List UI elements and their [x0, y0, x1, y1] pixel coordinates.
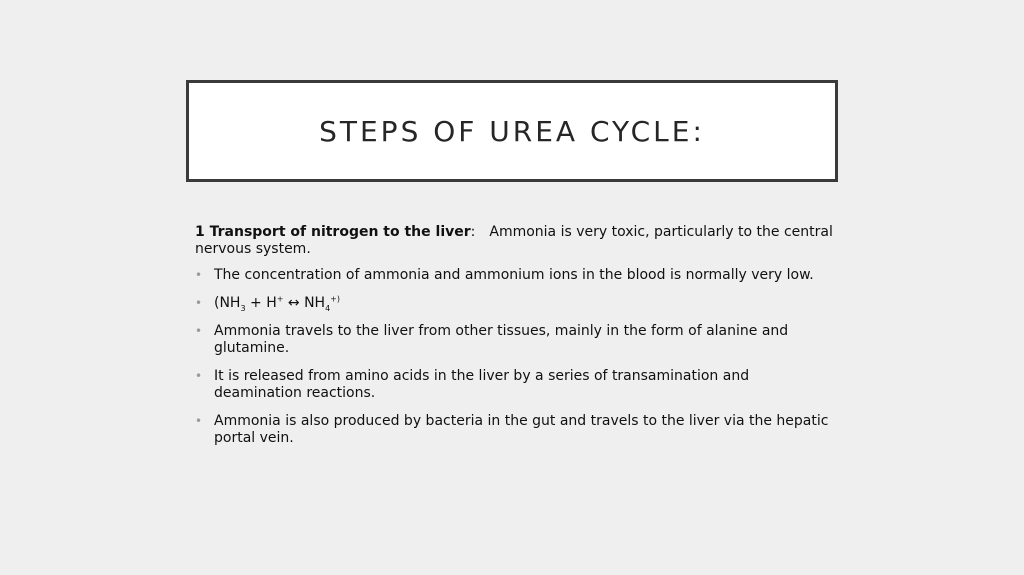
equation-subscript: 3: [240, 303, 246, 313]
bullet-text: Ammonia is also produced by bacteria in the gut and travels to the liver via the hepatic portal vein.: [214, 413, 829, 446]
equation-part: NH: [304, 295, 326, 311]
intro-text: Ammonia is very toxic, particularly to the central nervous system.: [195, 224, 833, 257]
list-item: [195, 267, 835, 284]
bullet-text: It is released from amino acids in the liver by a series of transamination and deamination reactions.: [214, 368, 750, 401]
intro-colon: :: [470, 224, 476, 240]
equation-superscript: +): [330, 294, 340, 304]
bullet-text: The concentration of ammonia and ammonium ions in the blood is normally very low.: [214, 267, 814, 283]
bullet-icon: •: [195, 369, 203, 383]
equation-subscript: 4: [325, 303, 331, 313]
equation-part: + H: [245, 295, 277, 311]
title-box: [186, 80, 838, 182]
list-item: [195, 413, 835, 447]
bullet-icon: •: [195, 414, 203, 428]
intro-paragraph: [195, 224, 835, 258]
list-item-equation: [195, 295, 835, 312]
bullet-list: [195, 267, 835, 447]
equation-arrow: ↔: [283, 295, 305, 311]
bullet-icon: •: [195, 324, 203, 338]
bullet-text: Ammonia travels to the liver from other tissues, mainly in the form of alanine and glutamine.: [214, 323, 789, 356]
slide-content: [195, 224, 835, 458]
slide-title: STEPS OF UREA CYCLE:: [319, 114, 705, 148]
bullet-icon: •: [195, 296, 203, 310]
equation: [214, 295, 340, 311]
intro-heading: 1 Transport of nitrogen to the liver: [195, 224, 471, 240]
list-item: [195, 323, 835, 357]
bullet-icon: •: [195, 268, 203, 282]
equation-part: (NH: [214, 295, 241, 311]
equation-superscript: +: [276, 294, 284, 304]
list-item: [195, 368, 835, 402]
